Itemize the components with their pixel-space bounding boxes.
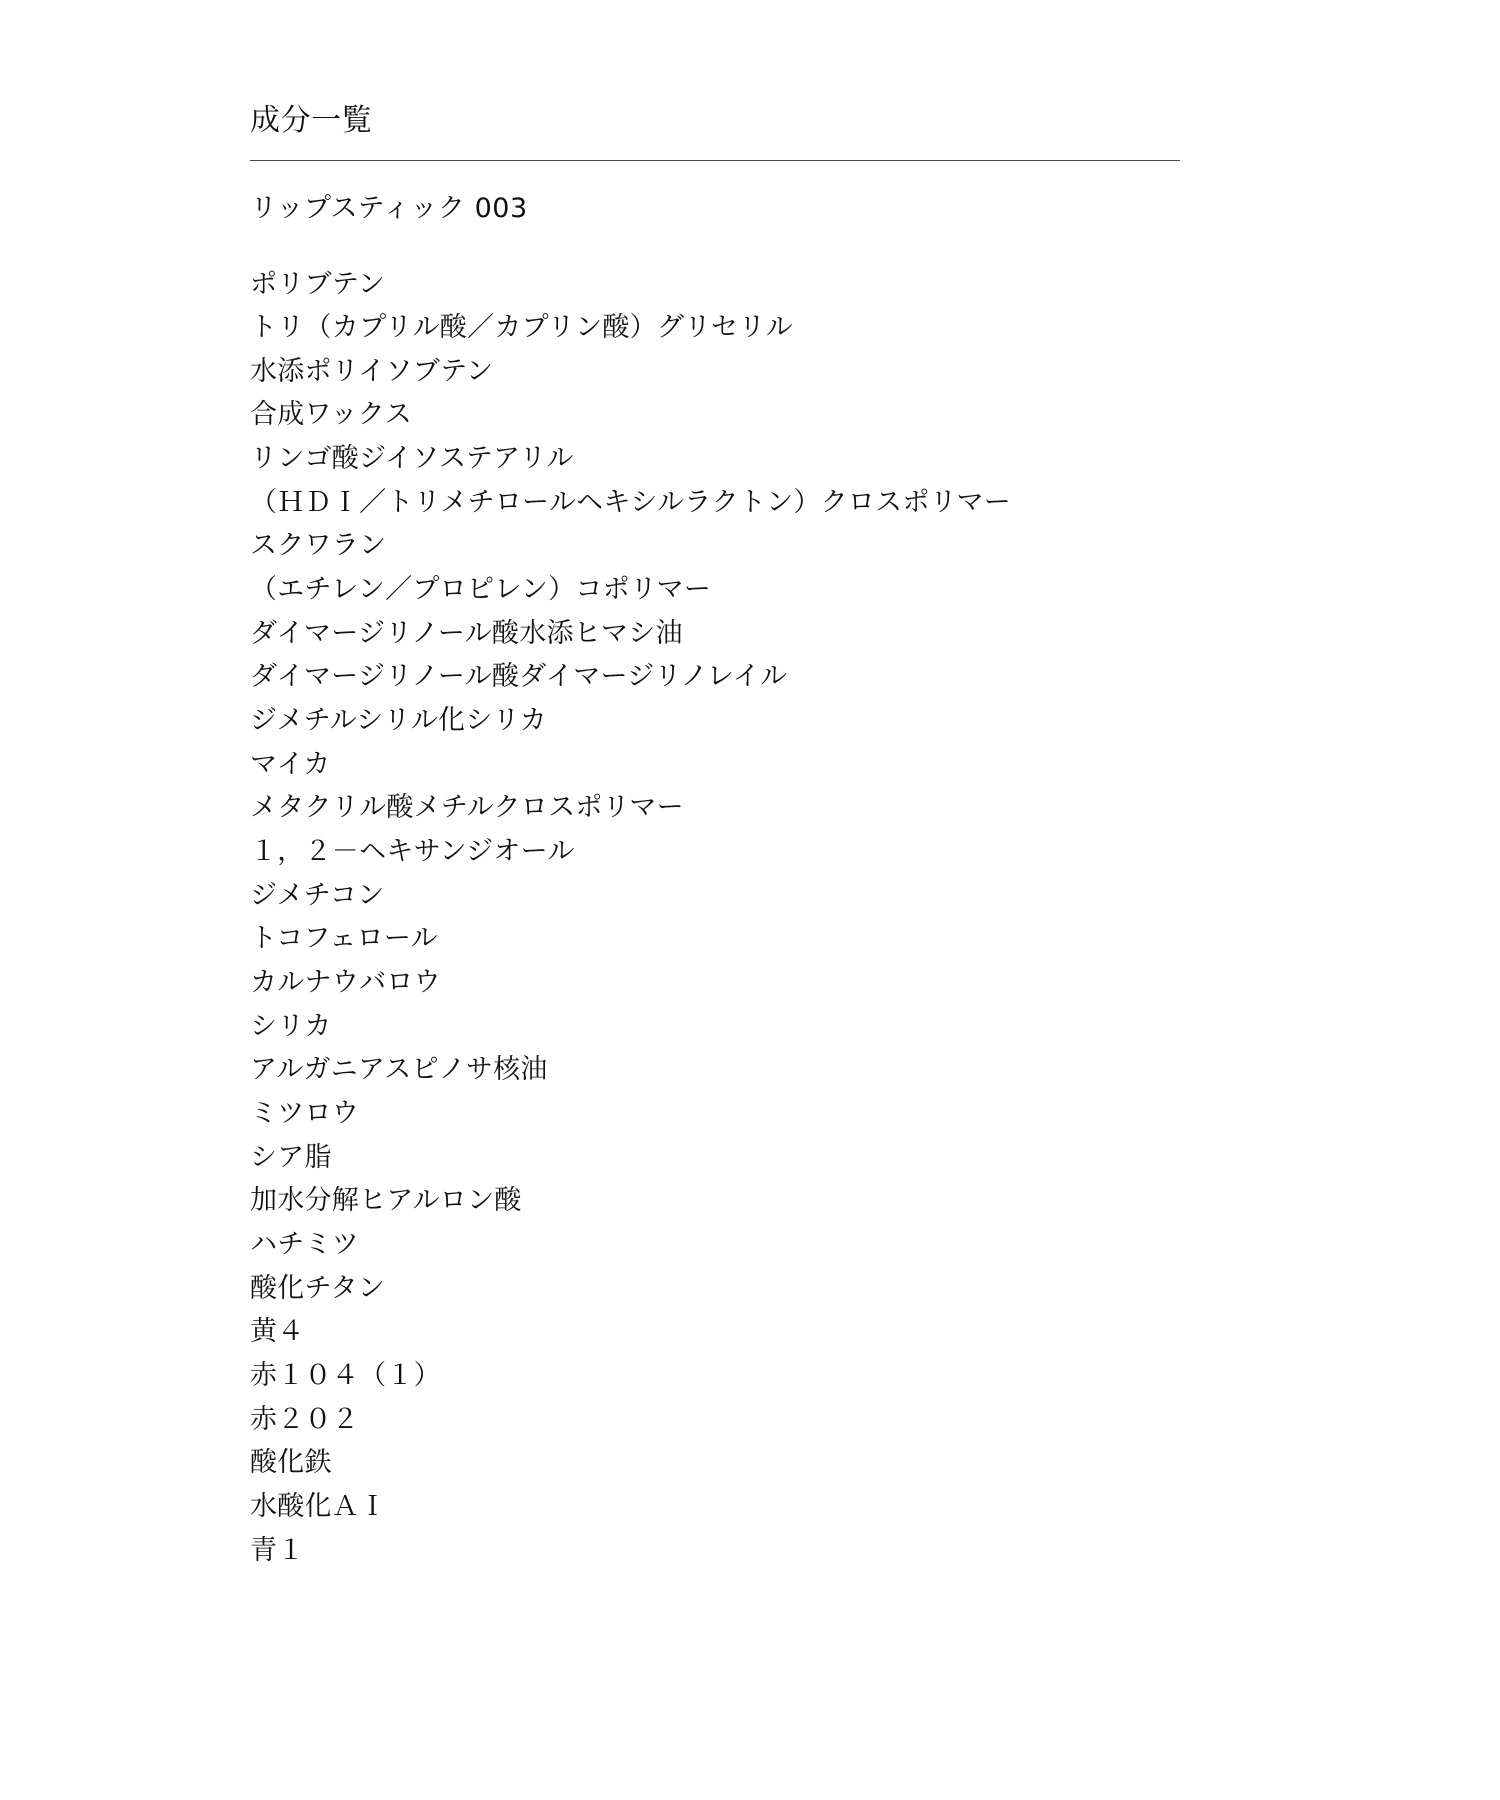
list-item: 赤２０２ bbox=[250, 1403, 360, 1435]
list-item: 酸化鉄 bbox=[250, 1447, 332, 1479]
list-item: リンゴ酸ジイソステアリル bbox=[250, 443, 574, 475]
document-content bbox=[250, 100, 1180, 1572]
list-item: シリカ bbox=[250, 1010, 332, 1042]
list-item: ジメチコン bbox=[250, 879, 385, 911]
list-item: アルガニアスピノサ核油 bbox=[250, 1054, 548, 1086]
list-item: （エチレン／プロピレン）コポリマー bbox=[250, 574, 712, 606]
list-item: 酸化チタン bbox=[250, 1272, 385, 1304]
list-item: メタクリル酸メチルクロスポリマー bbox=[250, 792, 684, 824]
list-item: 合成ワックス bbox=[250, 399, 412, 431]
title-divider bbox=[250, 160, 1180, 161]
product-name: リップスティック 003 bbox=[250, 193, 528, 224]
list-item: 水添ポリイソブテン bbox=[250, 355, 494, 387]
list-item: ダイマージリノール酸水添ヒマシ油 bbox=[250, 617, 683, 649]
list-item: ポリブテン bbox=[250, 268, 385, 300]
list-item: ジメチルシリル化シリカ bbox=[250, 705, 547, 737]
list-item: スクワラン bbox=[250, 530, 387, 562]
list-item: （ＨＤＩ／トリメチロールヘキシルラクトン）クロスポリマー bbox=[250, 486, 1011, 518]
ingredient-list bbox=[250, 264, 1180, 1573]
list-item: シア脂 bbox=[250, 1141, 332, 1173]
list-item: ハチミツ bbox=[250, 1228, 360, 1260]
list-item: 水酸化ＡＩ bbox=[250, 1490, 387, 1522]
list-item: 加水分解ヒアルロン酸 bbox=[250, 1185, 522, 1217]
list-item: 赤１０４（１） bbox=[250, 1359, 441, 1391]
page-title: 成分一覧 bbox=[250, 103, 373, 138]
list-item: マイカ bbox=[250, 748, 331, 780]
list-item: トリ（カプリル酸／カプリン酸）グリセリル bbox=[250, 312, 793, 344]
list-item: １，２－ヘキサンジオール bbox=[250, 836, 575, 868]
list-item: カルナウバロウ bbox=[250, 967, 441, 998]
list-item: トコフェロール bbox=[250, 923, 438, 955]
list-item: ダイマージリノール酸ダイマージリノレイル bbox=[250, 661, 788, 693]
list-item: 青１ bbox=[250, 1534, 305, 1566]
list-item: ミツロウ bbox=[250, 1097, 360, 1129]
list-item: 黄４ bbox=[250, 1316, 305, 1348]
